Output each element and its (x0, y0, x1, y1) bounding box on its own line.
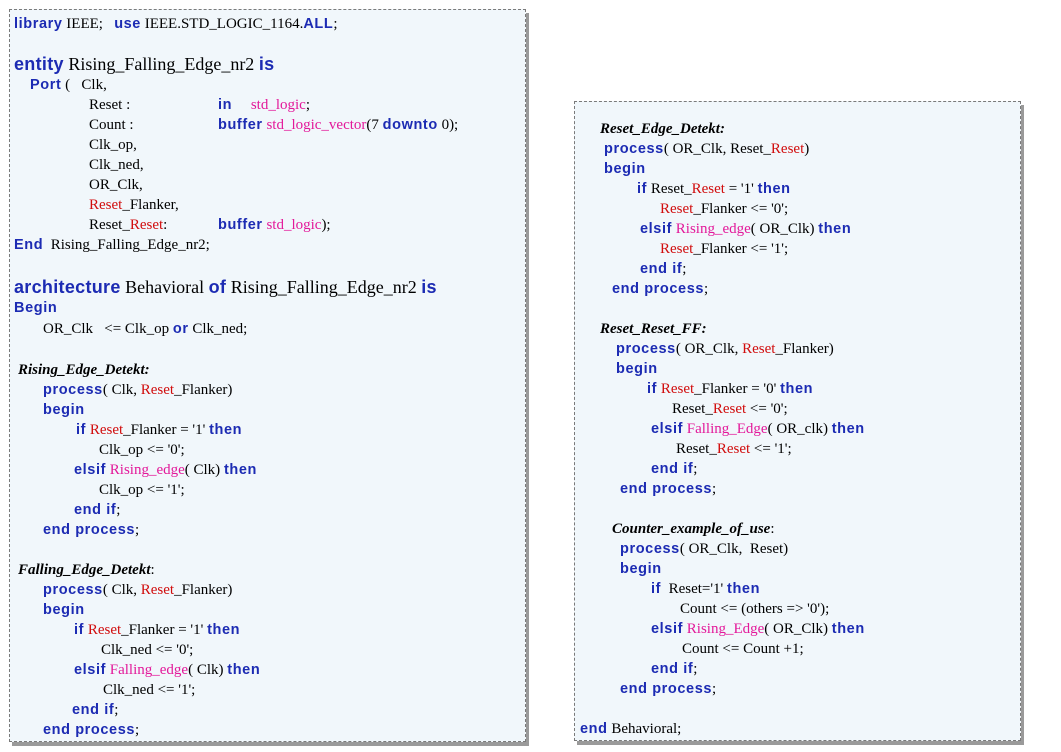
code-token: OR_Clk, (89, 177, 143, 193)
keyword: elsif (651, 621, 684, 637)
keyword: ALL (303, 16, 334, 32)
code-token: ( Clk) (188, 662, 228, 678)
left-panel-code-line (14, 235, 210, 255)
keyword: begin (43, 402, 85, 418)
keyword: end process (620, 481, 713, 497)
code-token: ; (305, 97, 311, 113)
keyword: then (831, 621, 865, 637)
code-token: Reset (140, 382, 175, 398)
code-token: Count <= (others => '0'); (680, 601, 830, 617)
left-panel-code-line (43, 520, 139, 540)
right-panel-code-line (620, 539, 788, 559)
left-panel-code-line (89, 175, 143, 195)
right-panel-code-line (616, 359, 658, 379)
keyword: then (727, 581, 761, 597)
code-token: : (770, 521, 775, 537)
code-token: Behavioral (120, 277, 209, 297)
code-token: <= '0'; (746, 401, 788, 417)
keyword: if (74, 622, 85, 638)
left-panel-code-line (14, 54, 274, 74)
code-token: Reset (742, 341, 776, 357)
left-panel-code-line (43, 319, 247, 339)
keyword: buffer (218, 117, 263, 133)
code-token: ; (333, 16, 338, 32)
code-token: Reset_ (89, 217, 130, 233)
keyword: elsif (651, 421, 684, 437)
keyword: end process (43, 522, 136, 538)
code-token: Rising_Edge (686, 621, 765, 637)
code-token: Reset (89, 197, 123, 213)
keyword: is (258, 54, 275, 74)
code-token: IEEE; (62, 16, 115, 32)
keyword: end process (612, 281, 705, 297)
code-token: Reset='1' (661, 581, 728, 597)
code-token: ; (693, 461, 698, 477)
code-token: Reset (660, 241, 694, 257)
keyword: then (227, 662, 261, 678)
code-token: Falling_Edge (686, 421, 768, 437)
left-panel-code-line (43, 580, 232, 600)
code-token: Reset (712, 401, 747, 417)
code-token: : (163, 217, 168, 233)
left-panel-code-line (43, 380, 232, 400)
process-label: Rising_Edge_Detekt: (18, 362, 150, 378)
left-panel-code-line (103, 680, 195, 700)
code-token: _Flanker) (174, 582, 233, 598)
code-token: Falling_edge (109, 662, 189, 678)
process-label: Falling_Edge_Detekt (18, 562, 151, 578)
keyword: is (421, 277, 437, 297)
keyword: entity (14, 54, 64, 74)
code-token: Rising_edge (109, 462, 185, 478)
keyword: end if (651, 461, 694, 477)
left-panel-code-line (72, 700, 118, 720)
code-token: ; (712, 681, 717, 697)
keyword: if (76, 422, 87, 438)
keyword: or (172, 321, 189, 337)
right-panel-code-line (600, 319, 707, 339)
code-token: Rising_Falling_Edge_nr2; (43, 237, 210, 253)
code-token: _Flanker <= '1'; (693, 241, 789, 257)
right-panel-code-line (651, 619, 865, 639)
keyword: process (620, 541, 680, 557)
code-token: std_logic (250, 97, 306, 113)
code-token: ; (135, 522, 140, 538)
code-token: Reset (129, 217, 164, 233)
code-token: ( OR_Clk) (764, 621, 832, 637)
code-token: std_logic_vector (266, 117, 367, 133)
keyword: then (207, 622, 241, 638)
code-token: ; (114, 702, 119, 718)
keyword: elsif (74, 462, 107, 478)
code-token: ( Clk, (102, 582, 141, 598)
keyword: begin (616, 361, 658, 377)
code-token: Reset (716, 441, 751, 457)
keyword: Begin (14, 300, 58, 316)
code-token: ( Clk) (184, 462, 224, 478)
keyword: library (14, 16, 63, 32)
code-token: Reset : (89, 97, 131, 113)
code-token: Reset_ (672, 401, 713, 417)
left-panel-code-line (18, 560, 155, 580)
right-panel-code-line (604, 159, 646, 179)
left-panel-code-line (74, 660, 260, 680)
code-token: (7 (366, 117, 383, 133)
code-token: Rising_edge (675, 221, 751, 237)
code-token: ( Clk, (61, 77, 107, 93)
keyword: end if (72, 702, 115, 718)
code-token: <= '1'; (750, 441, 792, 457)
code-token: _Flanker = '1' (121, 622, 208, 638)
code-token: ( Clk, (102, 382, 141, 398)
left-panel-code-line (218, 115, 458, 135)
code-token (232, 97, 251, 113)
code-token: ( OR_clk) (767, 421, 832, 437)
code-token: _Flanker = '0' (694, 381, 781, 397)
code-token: ) (804, 141, 810, 157)
left-panel-code-line (218, 215, 331, 235)
left-panel-code-line (74, 500, 120, 520)
left-panel-code-line (30, 75, 107, 95)
keyword: End (14, 237, 44, 253)
process-label: Reset_Edge_Detekt: (600, 121, 725, 137)
code-token: Reset (660, 381, 695, 397)
right-panel-code-line (580, 719, 681, 739)
keyword: begin (620, 561, 662, 577)
code-token: ); (321, 217, 331, 233)
left-panel-code-line (74, 460, 257, 480)
right-panel-code-line (672, 399, 788, 419)
right-panel-code-line (651, 579, 760, 599)
keyword: end process (43, 722, 136, 738)
left-panel-code-line (89, 135, 137, 155)
left-panel-code-line (18, 360, 150, 380)
code-token: _Flanker) (775, 341, 834, 357)
code-token: Behavioral; (607, 721, 682, 737)
code-token: _Flanker = '1' (123, 422, 210, 438)
left-panel-code-line (43, 400, 85, 420)
code-token: OR_Clk <= Clk_op (43, 321, 173, 337)
code-token: ( OR_Clk, Reset) (679, 541, 789, 557)
keyword: end if (640, 261, 683, 277)
keyword: begin (43, 602, 85, 618)
keyword: process (616, 341, 676, 357)
right-panel-code-line (651, 419, 865, 439)
code-token: ; (135, 722, 140, 738)
left-panel-code-line (89, 195, 179, 215)
right-panel-code-line (600, 119, 725, 139)
right-panel-code-line (651, 459, 697, 479)
process-label: Reset_Reset_FF: (600, 321, 707, 337)
keyword: architecture (14, 277, 121, 297)
keyword: of (208, 277, 227, 297)
left-panel-code-line (43, 720, 139, 740)
keyword: end process (620, 681, 713, 697)
code-token: Clk_op <= '1'; (99, 482, 185, 498)
right-panel-code-line (620, 479, 716, 499)
code-token: Reset (87, 622, 122, 638)
keyword: then (818, 221, 852, 237)
keyword: process (43, 382, 103, 398)
right-panel-code-line (616, 339, 834, 359)
code-token: Clk_op, (89, 137, 137, 153)
right-panel-code-line (647, 379, 813, 399)
keyword: in (218, 97, 233, 113)
right-panel-code-line (612, 279, 708, 299)
left-panel-code-line (89, 215, 167, 235)
keyword: if (651, 581, 662, 597)
code-token: ; (712, 481, 717, 497)
left-panel-code-line (74, 620, 240, 640)
left-panel-code-line (43, 600, 85, 620)
keyword: if (647, 381, 658, 397)
left-panel-code-line (14, 298, 57, 318)
code-token: ; (704, 281, 709, 297)
keyword: downto (382, 117, 438, 133)
keyword: end if (651, 661, 694, 677)
code-token: Clk_ned, (89, 157, 144, 173)
code-token: 0); (437, 117, 459, 133)
code-token: Count : (89, 117, 134, 133)
right-panel-code-line (612, 519, 775, 539)
keyword: then (209, 422, 243, 438)
code-token: Clk_ned <= '0'; (101, 642, 194, 658)
left-panel-code-line (89, 115, 134, 135)
code-token: Reset_ (647, 181, 692, 197)
left-panel-code-line (89, 155, 144, 175)
right-panel-code-line (640, 219, 851, 239)
code-token: Count <= Count +1; (682, 641, 804, 657)
keyword: elsif (640, 221, 673, 237)
code-token: Reset_ (676, 441, 717, 457)
right-panel-code-line (651, 659, 697, 679)
left-panel-code-line (99, 440, 185, 460)
right-panel-code-line (604, 139, 809, 159)
left-panel-code-line (99, 480, 185, 500)
code-token: Rising_Falling_Edge_nr2 (226, 277, 422, 297)
keyword: elsif (74, 662, 107, 678)
code-token: ( OR_Clk, Reset_ (663, 141, 771, 157)
keyword: end (580, 721, 608, 737)
right-panel-code-line (676, 439, 792, 459)
left-panel-code-line (76, 420, 242, 440)
keyword: then (831, 421, 865, 437)
code-token: Reset (89, 422, 124, 438)
code-token: std_logic (266, 217, 322, 233)
code-token: _Flanker <= '0'; (693, 201, 789, 217)
keyword: buffer (218, 217, 263, 233)
keyword: Port (30, 77, 62, 93)
process-label: Counter_example_of_use (612, 521, 771, 537)
left-panel-code-line (14, 277, 437, 297)
right-panel-code-line (660, 239, 788, 259)
keyword: process (604, 141, 664, 157)
keyword: then (223, 462, 257, 478)
keyword: if (637, 181, 648, 197)
keyword: end if (74, 502, 117, 518)
right-panel-code-line (680, 599, 829, 619)
right-panel-code-line (682, 639, 804, 659)
code-token: _Flanker, (122, 197, 179, 213)
left-panel-code-line (101, 640, 193, 660)
left-panel-code-line (14, 14, 338, 34)
code-token: Rising_Falling_Edge_nr2 (63, 54, 259, 74)
right-panel-code-line (620, 679, 716, 699)
code-token: Clk_ned <= '1'; (103, 682, 196, 698)
code-token: _Flanker) (174, 382, 233, 398)
right-panel-code-line (637, 179, 791, 199)
left-panel-code-line (218, 95, 310, 115)
code-token: ( OR_Clk) (750, 221, 819, 237)
code-token: Reset (691, 181, 725, 197)
right-panel-code-line (660, 199, 788, 219)
right-panel-code-line (620, 559, 662, 579)
keyword: then (780, 381, 814, 397)
code-token: IEEE.STD_LOGIC_1164. (140, 16, 304, 32)
code-token: ; (693, 661, 698, 677)
code-token: Reset (770, 141, 805, 157)
code-token: ; (116, 502, 121, 518)
code-token: Clk_op <= '0'; (99, 442, 185, 458)
code-token: Clk_ned; (188, 321, 248, 337)
code-token: Reset (140, 582, 175, 598)
keyword: then (757, 181, 791, 197)
keyword: use (114, 16, 141, 32)
left-panel-code-line (89, 95, 130, 115)
keyword: begin (604, 161, 646, 177)
keyword: process (43, 582, 103, 598)
code-token: ( OR_Clk, (675, 341, 743, 357)
code-token: ; (682, 261, 687, 277)
code-token: : (150, 562, 155, 578)
code-token: = '1' (724, 181, 758, 197)
code-token: Reset (660, 201, 694, 217)
right-panel-code-line (640, 259, 686, 279)
